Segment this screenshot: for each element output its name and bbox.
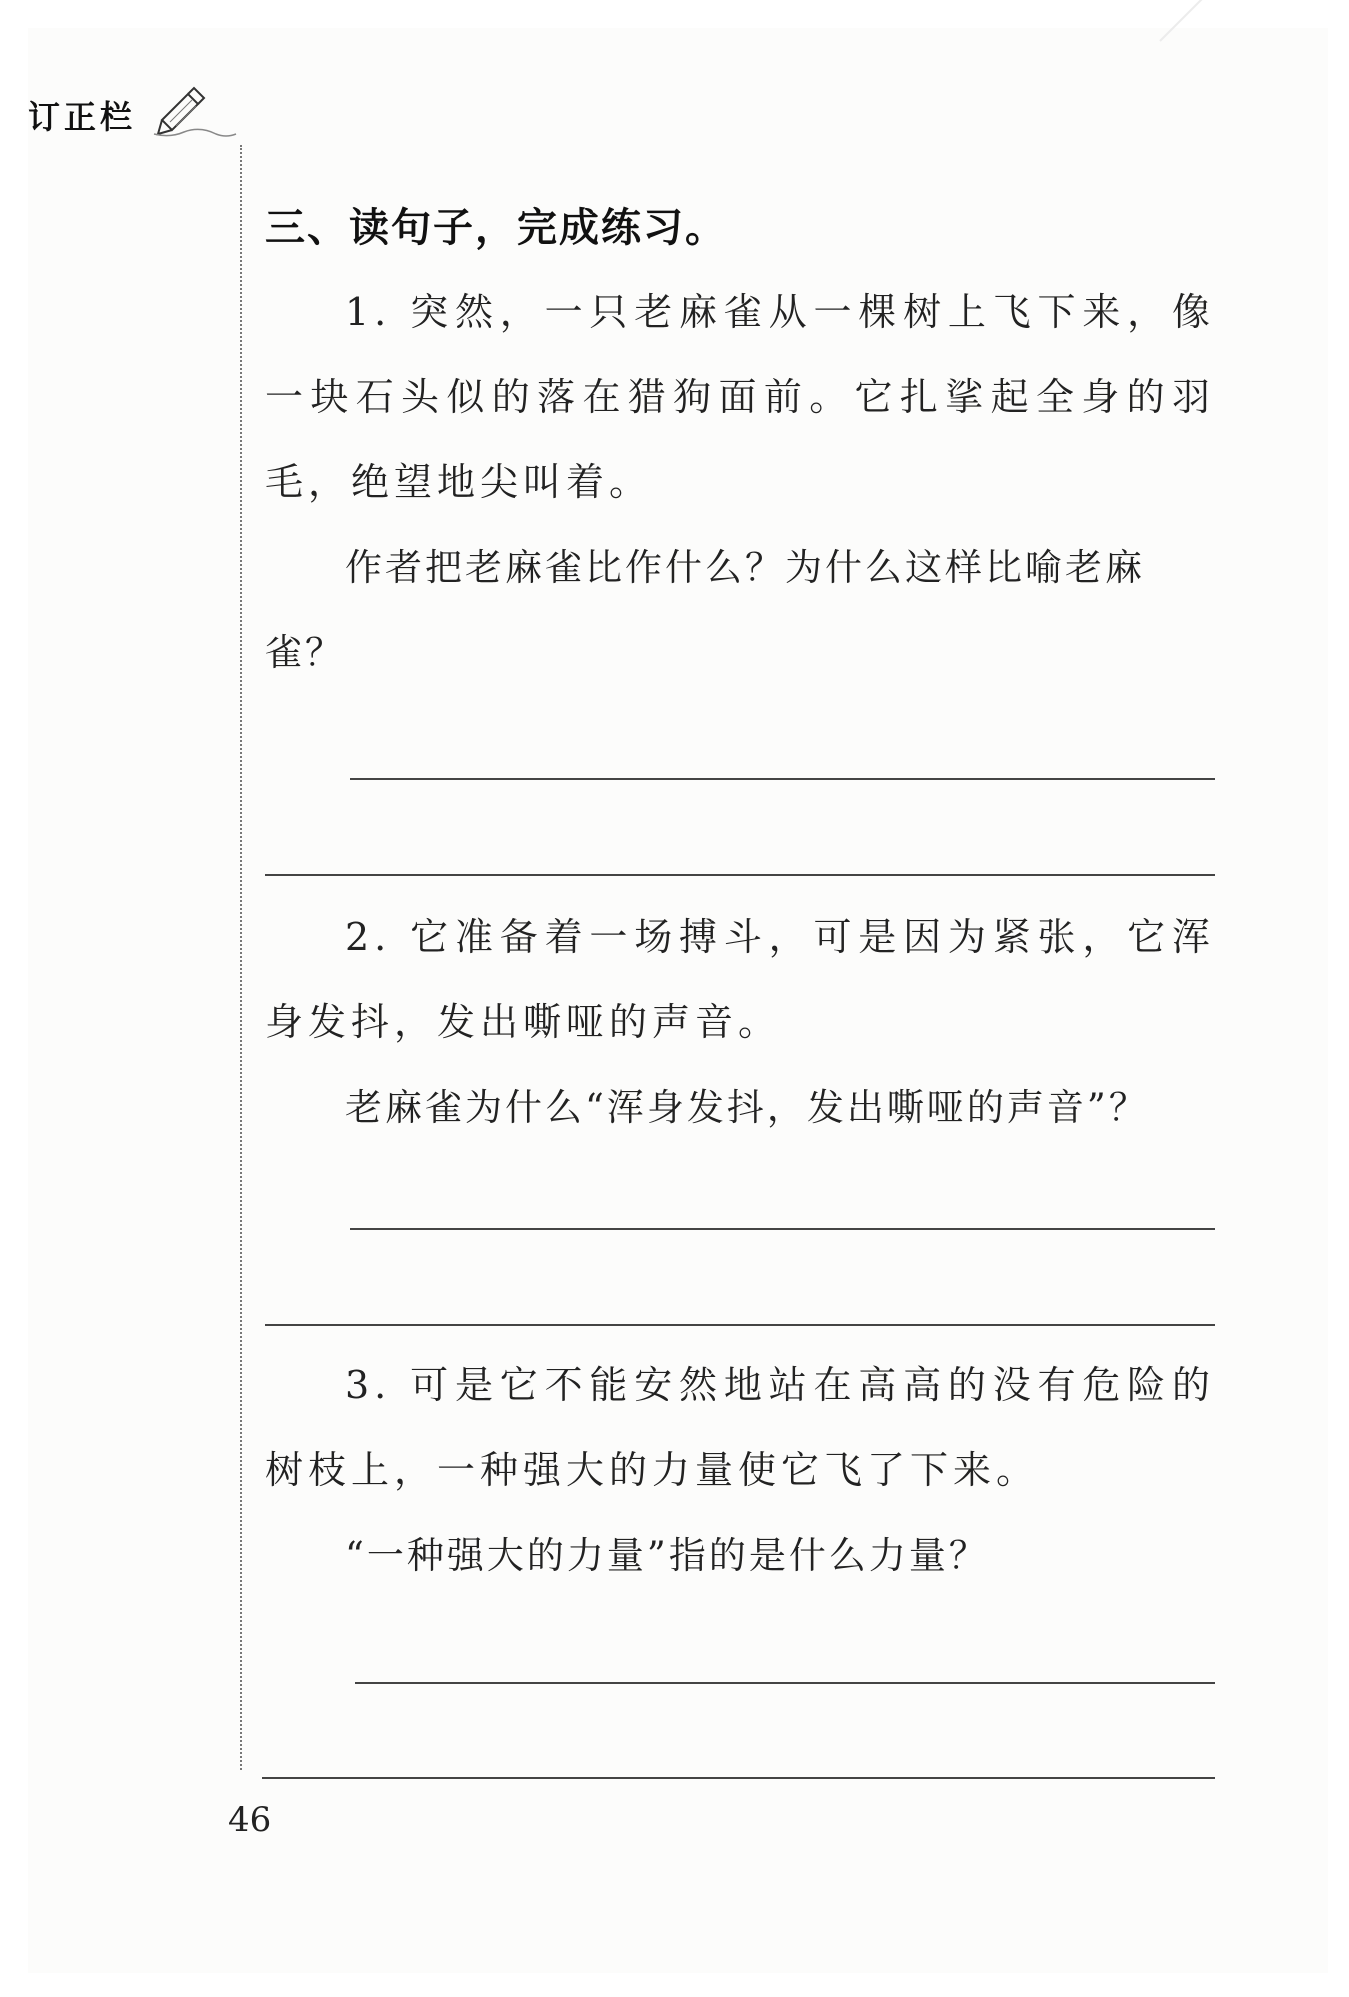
question-text: 作者把老麻雀比作什么？为什么这样比喻老麻雀？	[265, 546, 1145, 674]
question-3	[265, 1513, 1215, 1598]
passage-text: 3. 可是它不能安然地站在高高的没有危险的树枝上，一种强大的力量使它飞了下来。	[265, 1363, 1215, 1492]
question-text: 老麻雀为什么“浑身发抖，发出嘶哑的声音”？	[345, 1086, 1149, 1129]
passage-3	[265, 1343, 1215, 1513]
question-1	[265, 525, 1215, 695]
passage-2	[265, 895, 1215, 1065]
margin-dotted-divider	[240, 145, 242, 1770]
answer-line-2b[interactable]	[265, 1324, 1215, 1326]
question-text: “一种强大的力量”指的是什么力量？	[345, 1534, 989, 1577]
answer-line-1b[interactable]	[265, 874, 1215, 876]
question-2	[265, 1065, 1215, 1150]
passage-1	[265, 270, 1215, 525]
pencil-icon	[150, 78, 240, 142]
margin-correction-label: 订正栏	[28, 98, 137, 136]
answer-line-2a[interactable]	[350, 1228, 1215, 1230]
passage-text: 1. 突然，一只老麻雀从一棵树上飞下来，像一块石头似的落在猎狗面前。它扎挲起全身的羽毛，绝望地尖叫着。	[265, 290, 1215, 504]
answer-line-3b[interactable]	[262, 1777, 1215, 1779]
answer-line-1a[interactable]	[350, 778, 1215, 780]
page-number: 46	[228, 1800, 272, 1840]
passage-text: 2. 它准备着一场搏斗，可是因为紧张，它浑身发抖，发出嘶哑的声音。	[265, 915, 1215, 1044]
section-title: 三、读句子，完成练习。	[265, 205, 727, 251]
answer-line-3a[interactable]	[355, 1682, 1215, 1684]
